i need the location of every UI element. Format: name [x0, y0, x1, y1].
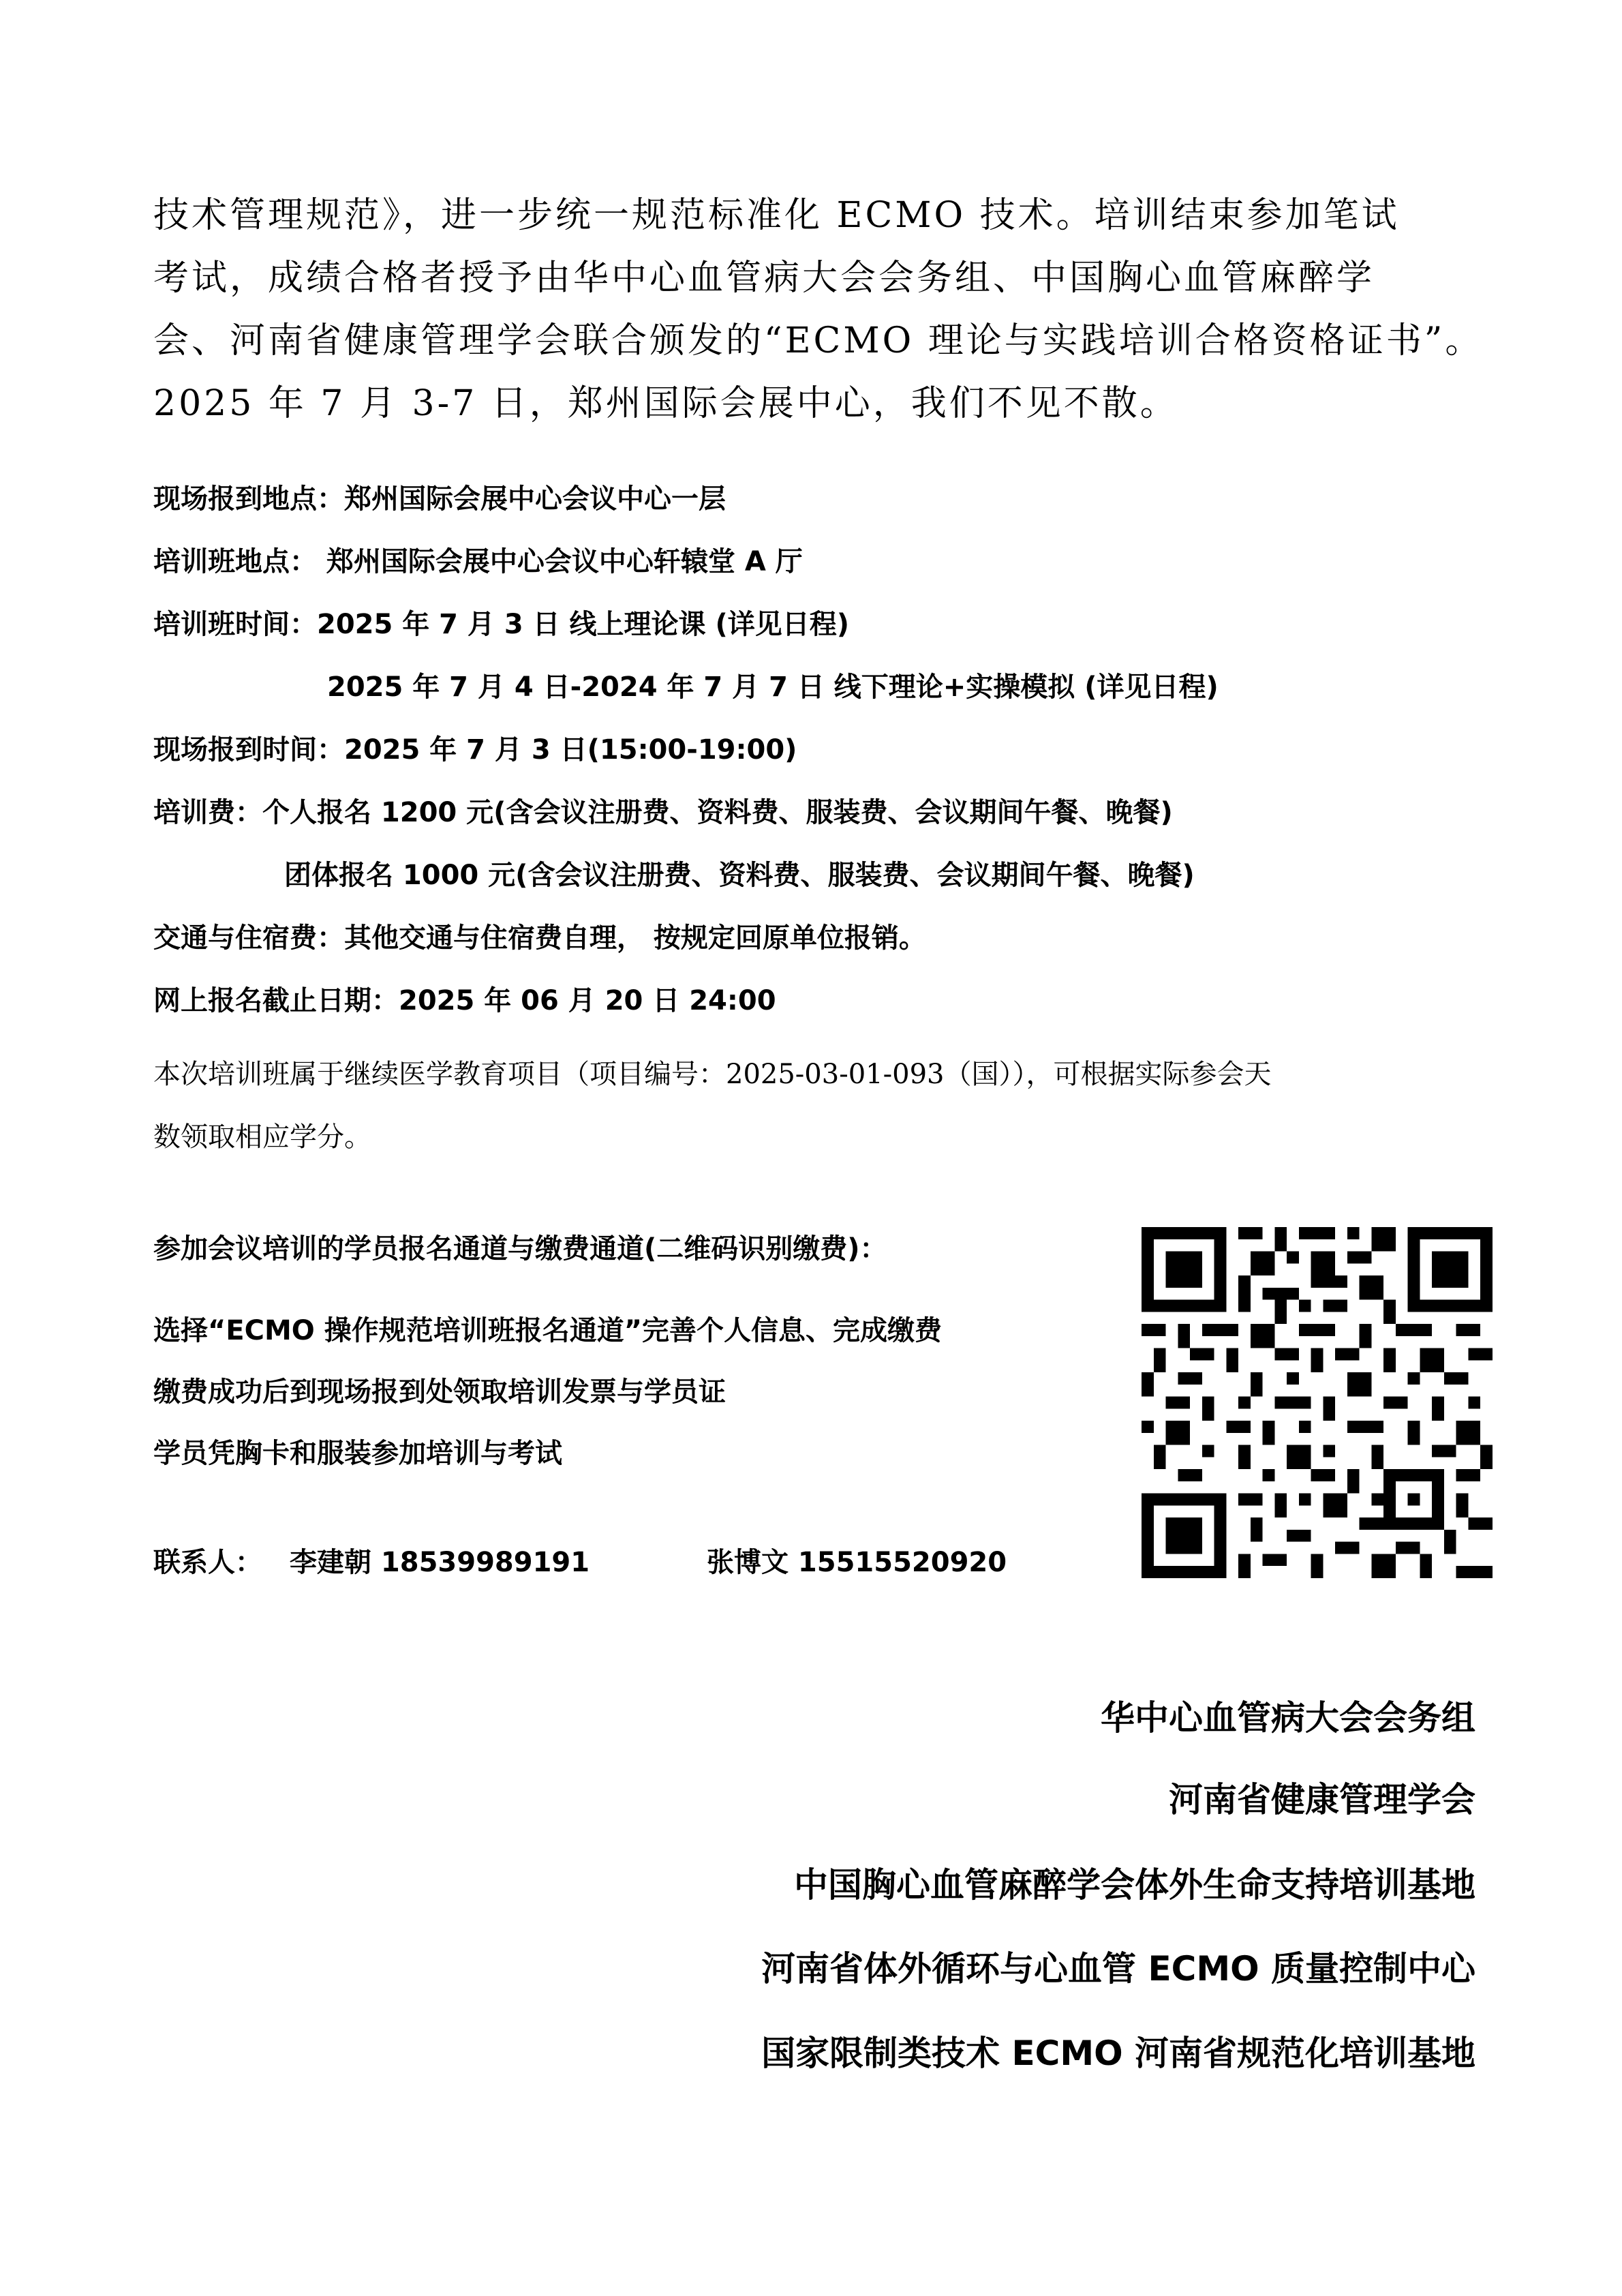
qr-finder-bottom-left [1142, 1494, 1226, 1578]
qr-finder-top-right [1408, 1227, 1493, 1312]
organizer-4: 河南省体外循环与心血管 ECMO 质量控制中心 [761, 1949, 1475, 1989]
registration-step-3: 学员凭胸卡和服装参加培训与考试 [153, 1438, 562, 1469]
qr-alignment [1383, 1469, 1444, 1530]
registration-step-2: 缴费成功后到现场报到处领取培训发票与学员证 [153, 1376, 726, 1408]
training-time: 培训班时间：2025 年 7 月 3 日 线上理论课 (详见日程) [153, 609, 850, 640]
contact-person-2: 张博文 15515520920 [707, 1547, 1007, 1578]
fee-individual: 培训费：个人报名 1200 元(含会议注册费、资料费、服装费、会议期间午餐、晚餐) [153, 797, 1173, 828]
intro-line: 会、河南省健康管理学会联合颁发的“ECMO 理论与实践培训合格资格证书”。 [153, 320, 1484, 361]
organizer-5: 国家限制类技术 ECMO 河南省规范化培训基地 [761, 2034, 1475, 2073]
organizer-2: 河南省健康管理学会 [1169, 1780, 1475, 1819]
checkin-time: 现场报到时间：2025 年 7 月 3 日(15:00-19:00) [153, 734, 797, 766]
registration-deadline: 网上报名截止日期：2025 年 06 月 20 日 24:00 [153, 985, 776, 1016]
intro-line: 技术管理规范》，进一步统一规范标准化 ECMO 技术。培训结束参加笔试 [153, 195, 1400, 236]
checkin-location: 现场报到地点：郑州国际会展中心会议中心一层 [153, 483, 726, 515]
registration-step-1: 选择“ECMO 操作规范培训班报名通道”完善个人信息、完成缴费 [153, 1315, 942, 1346]
organizer-1: 华中心血管病大会会务组 [1101, 1698, 1475, 1738]
intro-line: 2025 年 7 月 3-7 日，郑州国际会展中心，我们不见不散。 [153, 383, 1178, 424]
registration-heading: 参加会议培训的学员报名通道与缴费通道(二维码识别缴费)： [153, 1233, 887, 1265]
travel-accommodation: 交通与住宿费：其他交通与住宿费自理， 按规定回原单位报销。 [153, 922, 926, 954]
organizer-3: 中国胸心血管麻醉学会体外生命支持培训基地 [794, 1865, 1475, 1905]
intro-paragraph [153, 184, 1484, 435]
contact-label: 联系人： [153, 1547, 262, 1578]
intro-line: 考试，成绩合格者授予由华中心血管病大会会务组、中国胸心血管麻醉学 [153, 258, 1375, 299]
qr-finder-top-left [1142, 1227, 1226, 1312]
fee-group: 团体报名 1000 元(含会议注册费、资料费、服装费、会议期间午餐、晚餐) [284, 860, 1195, 891]
training-time-offline: 2025 年 7 月 4 日-2024 年 7 月 7 日 线下理论+实操模拟 (详见日程) [327, 671, 1219, 703]
training-venue: 培训班地点： 郑州国际会展中心会议中心轩辕堂 A 厅 [153, 546, 803, 577]
qr-code-icon[interactable] [1142, 1227, 1493, 1578]
cme-note [153, 1043, 1489, 1168]
cme-note-line: 本次培训班属于继续医学教育项目（项目编号：2025-03-01-093（国）），可根据实际参会天 [153, 1059, 1272, 1090]
contact-person-1: 李建朝 18539989191 [290, 1547, 590, 1578]
cme-note-line: 数领取相应学分。 [153, 1121, 371, 1153]
